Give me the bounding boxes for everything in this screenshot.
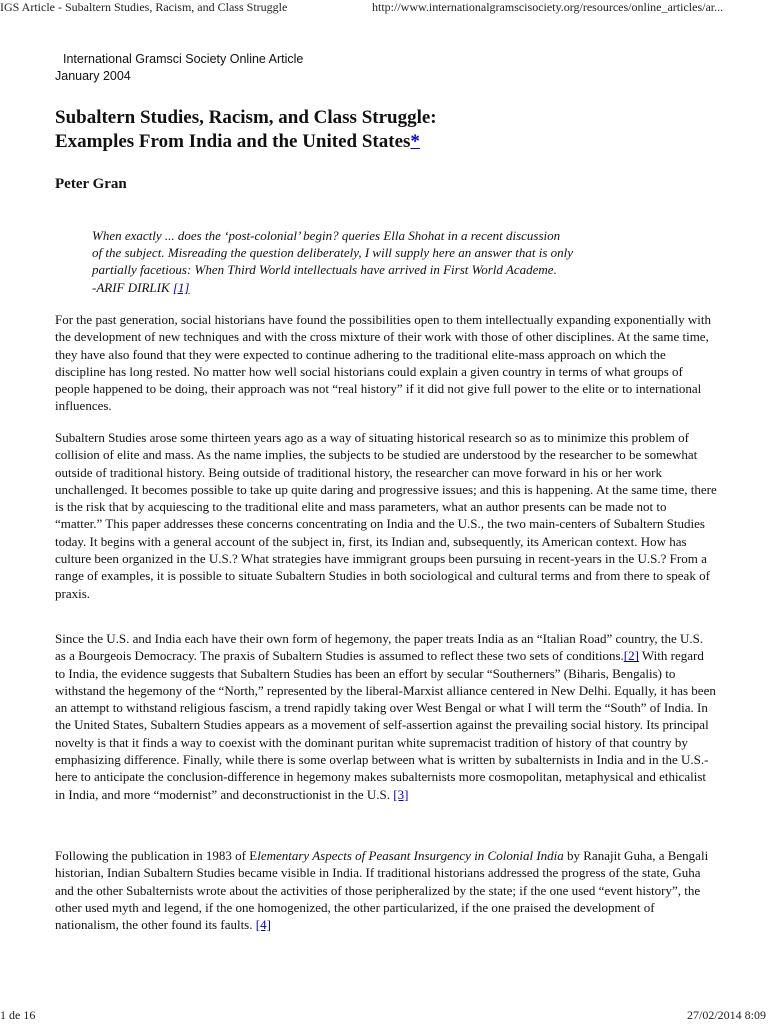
browser-url: http://www.internationalgramscisociety.org/resources/online_articles/ar... — [372, 0, 724, 14]
title-line-1: Subaltern Studies, Racism, and Class Struggle: — [55, 107, 437, 128]
article-date: January 2004 — [55, 69, 131, 83]
paragraph-3-text-b: With regard to India, the evidence suggests that Subaltern Studies has been an effort by secular “Southerners” (Biharis, Bengalis) to withstand the hegemony of the “North,” represented by the liberal-Marxist alliance centered in New Delhi. Equally, it has been an attempt to withstand religious fascism, a trend rapidly taking over West Bengal or what I will term the “South” of India. In the United States, Subaltern Studies appears as a movement of self-assertion against the prevailing social history. Its principal novelty is that it finds a way to coexist with the dominant puritan white supremacist tradition of history of that country by emphasizing difference. Finally, while there is some overlap between what is written by subalternists in India and in the U.S.-here to anticipate the conclusion-difference in hegemony makes subalternists more cosmopolitan, metaphysical and ethicalist in India, and more “modernist” and deconstructionist in the U.S. — [55, 648, 716, 802]
article-title — [55, 106, 735, 154]
paragraph-3-text-a: Since the U.S. and India each have their own form of hegemony, the paper treats India as an “Italian Road” country, the U.S. as a Bourgeois Democracy. The praxis of Subaltern Studies is assumed to reflect these two sets of conditions. — [55, 631, 704, 664]
footnote-link-4[interactable]: [4] — [255, 917, 271, 933]
epigraph-attribution: -ARIF DIRLIK — [92, 279, 170, 295]
article-author: Peter Gran — [55, 176, 127, 192]
epigraph — [92, 227, 692, 296]
paragraph-1-text: For the past generation, social historians have found the possibilities open to them intellectually expanding exponentially with the development of new techniques and with the cross mixture of their work with those of other disciplines. At the same time, they have also found that they were expected to continue adhering to the traditional elite-mass approach on which the discipline has long rested. No matter how well social historians could explain a given country in terms of what groups of people happened to be doing, their approach was not “real history” if it did not give full power to the elite or to international influences. — [55, 312, 711, 414]
paragraph-3 — [55, 630, 717, 803]
article-kicker: International Gramsci Society Online Article — [63, 52, 304, 66]
paragraph-2 — [55, 429, 717, 602]
footnote-link-2[interactable]: [2] — [623, 648, 639, 664]
paragraph-1 — [55, 311, 717, 415]
paragraph-2-text: Subaltern Studies arose some thirteen years ago as a way of situating historical research so as to minimize this problem of collision of elite and mass. As the name implies, the subjects to be studied are understood by the researcher to be somewhat outside of traditional history. Being outside of traditional history, the researcher can move forward in his or her work unchallenged. It becomes possible to take up quite daring and progressive issues; and this is happening. At the same time, there is the risk that by acquiescing to the traditional elite and mass parameters, what an author presents can be made not to “matter.” This paper addresses these concerns concentrating on India and the U.S., the two main-centers of Subaltern Studies today. It begins with a general account of the subject in, first, its Indian and, subsequently, its American context. How has culture been organized in the U.S.? What strategies have immigrant groups been pursuing in recent-years in the U.S.? From a range of examples, it is possible to situate Subaltern Studies in both sociological and cultural terms and from there to speak of praxis. — [55, 430, 717, 601]
epigraph-line-3: partially facetious: When Third World intellectuals have arrived in First World Academe. — [92, 262, 557, 278]
browser-page-title: IGS Article - Subaltern Studies, Racism, and Class Struggle — [0, 0, 288, 14]
footnote-link-3[interactable]: [3] — [393, 786, 409, 802]
title-line-2: Examples From India and the United States — [55, 131, 411, 152]
print-timestamp: 27/02/2014 8:09 — [686, 1008, 766, 1022]
epigraph-line-2: of the subject. Misreading the question deliberately, I will supply here an answer that is only — [92, 245, 574, 261]
title-footnote-link[interactable]: * — [410, 131, 420, 152]
footnote-link-1[interactable]: [1] — [172, 279, 190, 295]
book-title: lementary Aspects of Peasant Insurgency in Colonial India — [257, 848, 564, 863]
page-indicator: 1 de 16 — [0, 1008, 36, 1022]
epigraph-line-1: When exactly ... does the ‘post-colonial’ begin? queries Ella Shohat in a recent discussion — [92, 228, 561, 243]
paragraph-4-text-a: Following the publication in 1983 of E — [55, 848, 258, 863]
paragraph-4-text-b: by Ranajit Guha, a Bengali historian, Indian Subaltern Studies became visible in India. If traditional historians addressed the progress of the state, Guha and the other Subalternists wrote about the activities of those peripheralized by the state; if the one used “event history”, the other used myth and legend, if the one homogenized, the other particularized, if the one praised the development of nationalism, the other found its faults. — [55, 848, 709, 933]
paragraph-4 — [55, 847, 717, 933]
